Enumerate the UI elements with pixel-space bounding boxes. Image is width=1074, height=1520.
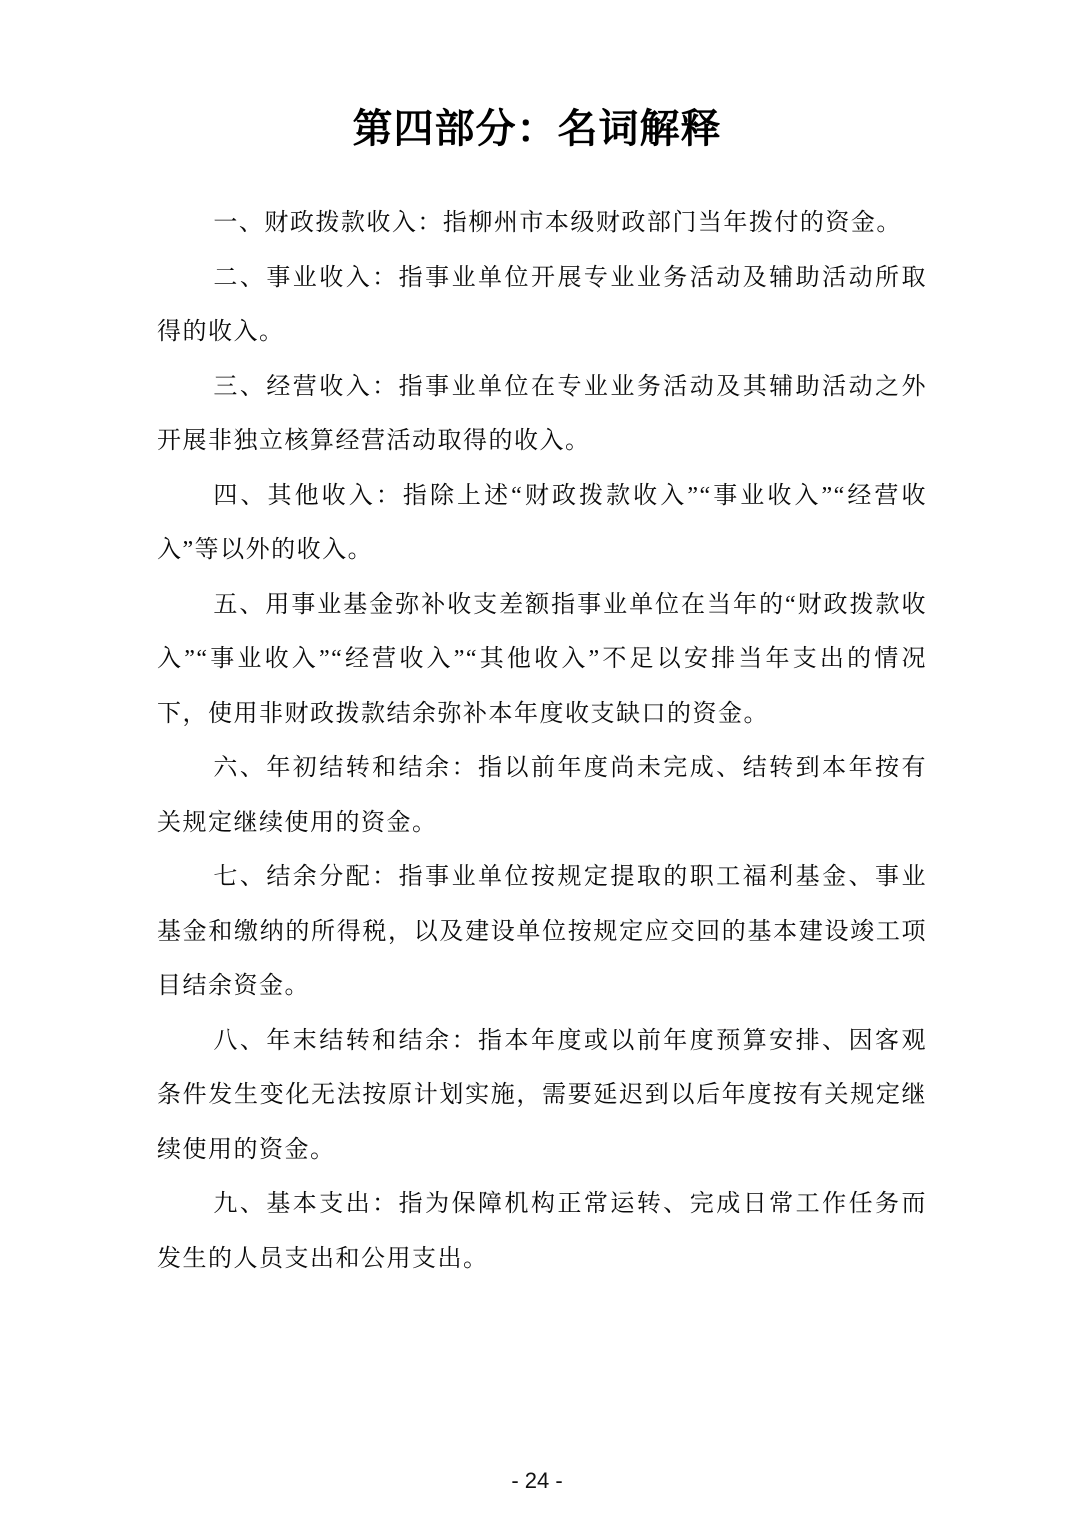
page-number: - 24 - bbox=[511, 1468, 563, 1493]
glossary-paragraph-3: 三、经营收入：指事业单位在专业业务活动及其辅助活动之外开展非独立核算经营活动取得的收入。 bbox=[157, 373, 927, 454]
page-title: 第四部分：名词解释 bbox=[352, 107, 722, 151]
glossary-paragraph-2: 二、事业收入：指事业单位开展专业业务活动及辅助活动所取得的收入。 bbox=[157, 264, 927, 345]
glossary-body bbox=[157, 196, 927, 1286]
glossary-paragraph-4: 四、其他收入：指除上述“财政拨款收入”“事业收入”“经营收入”等以外的收入。 bbox=[157, 482, 927, 563]
glossary-paragraph-6: 六、年初结转和结余：指以前年度尚未完成、结转到本年按有关规定继续使用的资金。 bbox=[157, 755, 927, 836]
glossary-paragraph-8: 八、年末结转和结余：指本年度或以前年度预算安排、因客观条件发生变化无法按原计划实施，需要延迟到以后年度按有关规定继续使用的资金。 bbox=[157, 1027, 927, 1163]
glossary-paragraph-1: 一、财政拨款收入：指柳州市本级财政部门当年拨付的资金。 bbox=[213, 210, 902, 236]
glossary-paragraph-9: 九、基本支出：指为保障机构正常运转、完成日常工作任务而发生的人员支出和公用支出。 bbox=[157, 1191, 927, 1272]
glossary-paragraph-5: 五、用事业基金弥补收支差额指事业单位在当年的“财政拨款收入”“事业收入”“经营收入”“其他收入”不足以安排当年支出的情况下，使用非财政拨款结余弥补本年度收支缺口的资金。 bbox=[157, 591, 927, 727]
glossary-paragraph-7: 七、结余分配：指事业单位按规定提取的职工福利基金、事业基金和缴纳的所得税，以及建设单位按规定应交回的基本建设竣工项目结余资金。 bbox=[157, 864, 927, 999]
